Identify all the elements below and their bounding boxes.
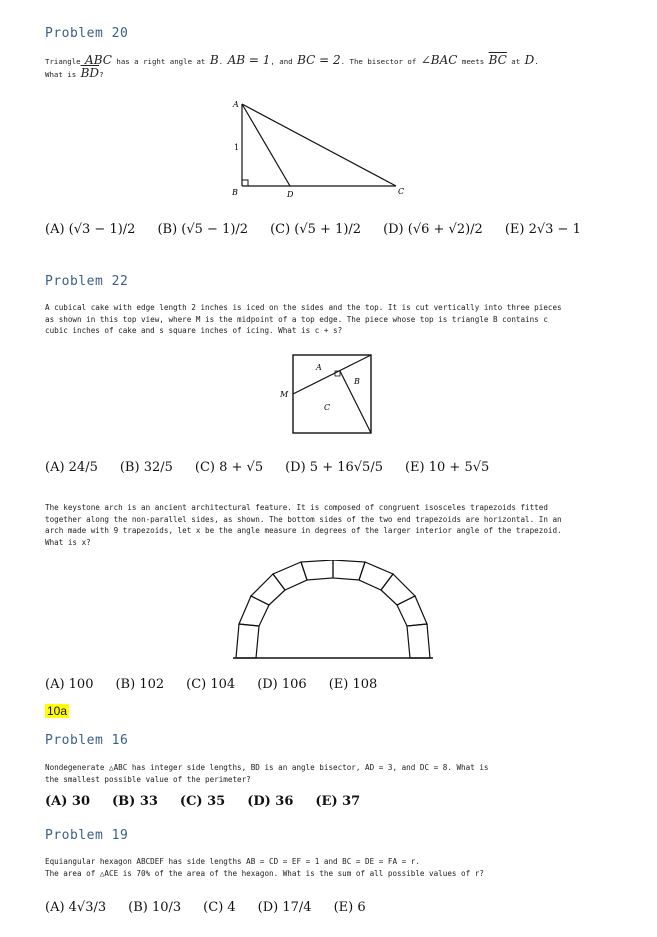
choice-c: (C) 104 (186, 677, 236, 692)
choice-d: (D) 5 + 16√5/5 (285, 460, 383, 475)
label-m: M (280, 390, 289, 399)
choice-e: (E) 10 + 5√5 (404, 460, 490, 475)
choice-d: (D) 36 (247, 794, 294, 809)
problem-22-text: A cubical cake with edge length 2 inches is iced on the sides and the top. It is cut vertically into three pieces as shown in this top view, where M is the midpoint of a top edge. The piece whose top is triangle B contains c cubic inches of cake and s square inches of icing. What is c + s? (45, 303, 562, 335)
problem-20-choices (45, 222, 603, 237)
choice-c: (C) 35 (179, 794, 226, 809)
choice-e: (E) 108 (328, 677, 378, 692)
choice-e: (E) 6 (333, 900, 366, 915)
problem-22-cake-figure (278, 353, 378, 435)
label-a: A (233, 100, 239, 109)
label-b: B (354, 377, 360, 386)
choice-d: (D) 106 (257, 677, 307, 692)
choice-a: (A) 30 (45, 794, 91, 809)
label-a: A (316, 363, 322, 372)
problem-19-text: Equiangular hexagon ABCDEF has side lengths AB = CD = EF = 1 and BC = DE = FA = r. The area of △ACE is 70% of the area of the hexagon. What is the sum of all possible values of r? (45, 857, 484, 878)
label-c: C (398, 187, 405, 196)
label-b: B (232, 188, 238, 197)
problem-20-heading: Problem 20 (45, 26, 129, 41)
choice-e: (E) 37 (315, 794, 361, 809)
label-d: D (287, 190, 294, 199)
choice-b: (B) 32/5 (119, 460, 173, 475)
choice-c: (C) 8 + √5 (194, 460, 264, 475)
label-one: 1 (234, 143, 240, 152)
problem-20-triangle-figure (228, 96, 408, 202)
keystone-arch-figure (225, 560, 440, 664)
choice-b: (B) 33 (112, 794, 158, 809)
keystone-choices (45, 677, 399, 692)
problem-16-choices (45, 794, 382, 809)
choice-e: (E) 2√3 − 1 (504, 222, 581, 237)
label-c: C (324, 403, 331, 412)
problem-16-text: Nondegenerate △ABC has integer side lengths, BD is an angle bisector, AD = 3, and DC = 8. What is the smallest possible value of the perimeter? (45, 763, 489, 784)
problem-16-heading: Problem 16 (45, 733, 129, 748)
problem-22-choices (45, 460, 511, 475)
problem-19-heading: Problem 19 (45, 828, 129, 843)
keystone-text: The keystone arch is an ancient architectural feature. It is composed of congruent isosceles trapezoids fitted together along the non-parallel sides, as shown. The bottom sides of the two end trapezoids are horizontal. In an arch made with 9 trapezoids, let x be the angle measure in degrees of the larger interior angle of the trapezoid. What is x? (45, 503, 562, 547)
choice-d: (D) (√6 + √2)/2 (383, 222, 483, 237)
choice-b: (B) 10/3 (128, 900, 182, 915)
choice-d: (D) 17/4 (257, 900, 312, 915)
choice-a: (A) 100 (45, 677, 94, 692)
problem-22-heading: Problem 22 (45, 274, 129, 289)
choice-c: (C) (√5 + 1)/2 (270, 222, 362, 237)
problem-19-choices (45, 900, 388, 915)
choice-c: (C) 4 (203, 900, 236, 915)
choice-a: (A) 4√3/3 (45, 900, 107, 915)
choice-b: (B) 102 (115, 677, 165, 692)
section-tag: 10a (47, 704, 68, 718)
problem-20-text: Triangle ABC has a right angle at B. AB = 1, and BC = 2. The bisector of ∠BAC meets $\overline{BC}$ at D. What is $\overline{BD}$? (45, 53, 539, 80)
choice-b: (B) (√5 − 1)/2 (157, 222, 249, 237)
choice-a: (A) (√3 − 1)/2 (45, 222, 136, 237)
choice-a: (A) 24/5 (45, 460, 98, 475)
